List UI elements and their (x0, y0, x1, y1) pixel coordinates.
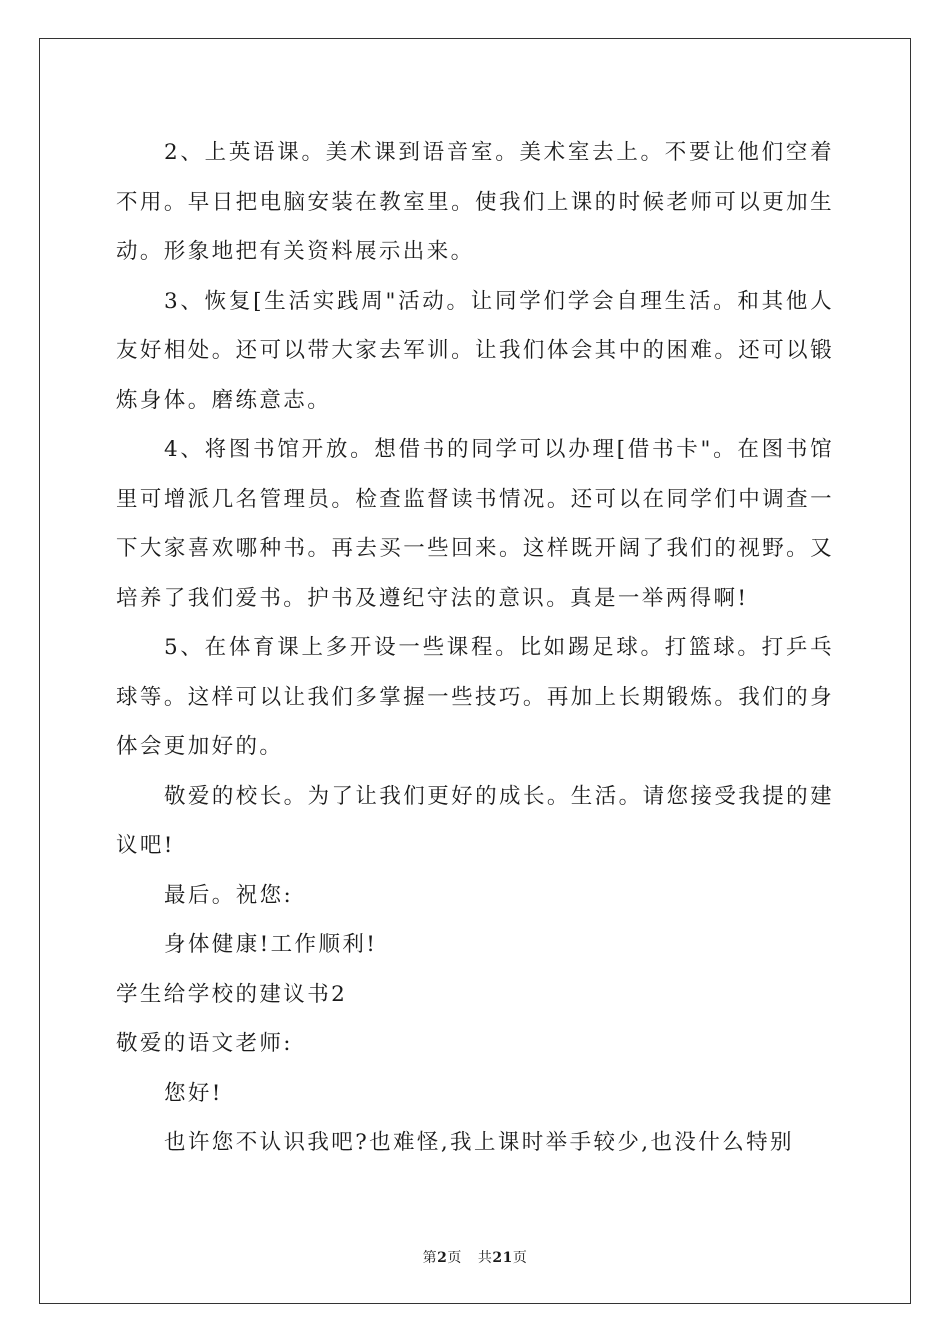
page-footer (0, 1247, 950, 1267)
footer-total-suffix: 页 (512, 1250, 528, 1266)
paragraph-item-3: 3、恢复[生活实践周"活动。让同学们学会自理生活。和其他人友好相处。还可以带大家去军训。让我们体会其中的困难。还可以锻炼身体。磨练意志。 (116, 288, 834, 413)
footer-page-number: 2 (437, 1250, 448, 1266)
paragraph-wish: 身体健康!工作顺利! (164, 932, 378, 957)
footer-total-pages: 21 (492, 1250, 513, 1266)
paragraph-item-4: 4、将图书馆开放。想借书的同学可以办理[借书卡"。在图书馆里可增派几名管理员。检查监督读书情况。还可以在同学们中调查一下大家喜欢哪种书。再去买一些回来。这样既开阔了我们的视野。又培养了我们爱书。护书及遵纪守法的意识。真是一举两得啊! (116, 437, 834, 611)
paragraph-closing-request: 敬爱的校长。为了让我们更好的成长。生活。请您接受我提的建议吧! (116, 783, 834, 858)
greeting: 您好! (164, 1080, 223, 1106)
paragraph-item-5: 5、在体育课上多开设一些课程。比如踢足球。打篮球。打乒乓球等。这样可以让我们多掌握一些技巧。再加上长期锻炼。我们的身体会更加好的。 (116, 635, 834, 759)
footer-prefix: 第 (422, 1250, 438, 1266)
document-body (116, 128, 834, 1168)
paragraph-wish-lead: 最后。祝您: (164, 882, 294, 908)
footer-page-suffix: 页 (447, 1250, 462, 1266)
salutation: 敬爱的语文老师: (116, 1031, 293, 1056)
section-title: 学生给学校的建议书2 (116, 981, 348, 1007)
paragraph-item-2: 2、上英语课。美术课到语音室。美术室去上。不要让他们空着不用。早日把电脑安装在教室里。使我们上课的时候老师可以更加生动。形象地把有关资料展示出来。 (116, 140, 834, 264)
footer-total-prefix: 共 (477, 1250, 493, 1266)
paragraph-intro: 也许您不认识我吧?也难怪,我上课时举手较少,也没什么特别 (164, 1130, 794, 1155)
